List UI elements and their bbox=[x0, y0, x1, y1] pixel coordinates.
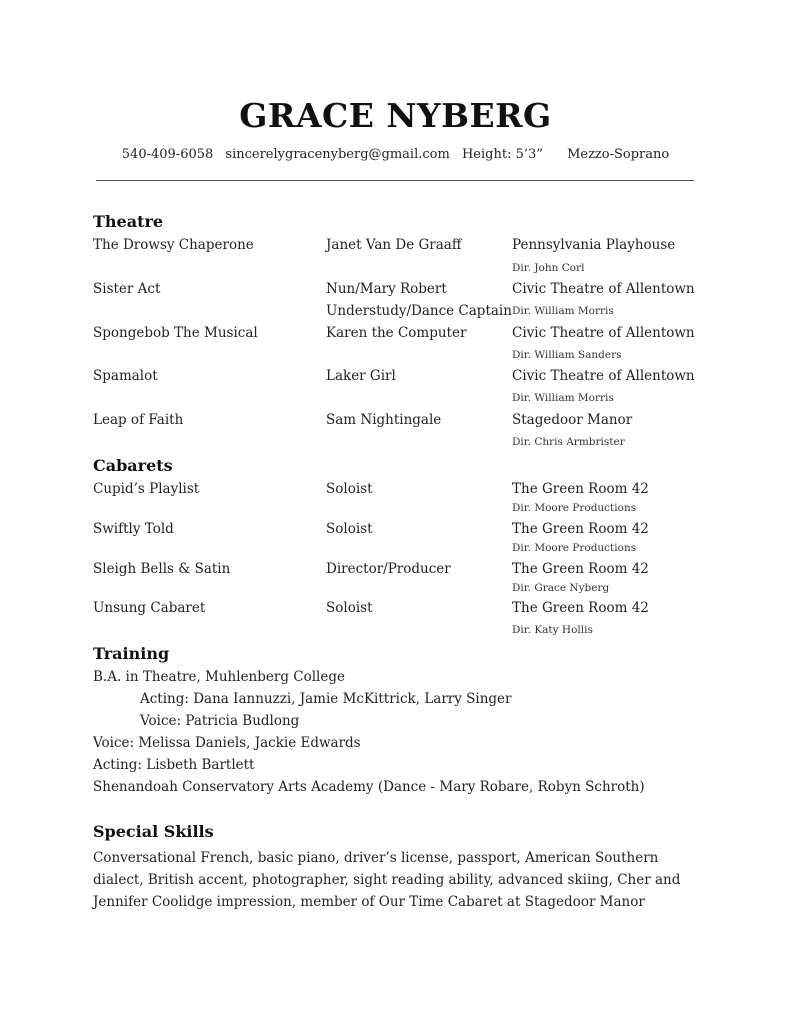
venue: The Green Room 42 bbox=[512, 561, 649, 577]
show-title: Swiftly Told bbox=[93, 521, 174, 537]
director: Dir. William Morris bbox=[512, 392, 614, 404]
role: Soloist bbox=[326, 481, 373, 497]
show-title: Sister Act bbox=[93, 281, 161, 297]
role: Soloist bbox=[326, 521, 373, 537]
voice-type: Mezzo-Soprano bbox=[567, 147, 670, 162]
venue: The Green Room 42 bbox=[512, 600, 649, 616]
phone-number: 540-409-6058 bbox=[121, 147, 214, 162]
director: Dir. William Morris bbox=[512, 305, 614, 317]
contact-line bbox=[0, 147, 791, 162]
venue: Civic Theatre of Allentown bbox=[512, 325, 695, 341]
role: Sam Nightingale bbox=[326, 412, 442, 428]
role: Janet Van De Graaff bbox=[326, 237, 462, 253]
email-address: sincerelygracenyberg@gmail.com bbox=[225, 147, 450, 162]
training-line: B.A. in Theatre, Muhlenberg College bbox=[93, 669, 345, 685]
role: Laker Girl bbox=[326, 368, 396, 384]
training-line: Acting: Dana Iannuzzi, Jamie McKittrick, Larry Singer bbox=[140, 691, 512, 707]
cabarets-heading: Cabarets bbox=[93, 456, 173, 475]
director: Dir. John Corl bbox=[512, 262, 585, 274]
show-title: Sleigh Bells & Satin bbox=[93, 561, 231, 577]
training-line: Shenandoah Conservatory Arts Academy (Dance - Mary Robare, Robyn Schroth) bbox=[93, 779, 645, 795]
role: Nun/Mary Robert bbox=[326, 281, 447, 297]
show-title: Unsung Cabaret bbox=[93, 600, 206, 616]
performer-name: GRACE NYBERG bbox=[239, 96, 552, 135]
show-title: Leap of Faith bbox=[93, 412, 184, 428]
show-title: The Drowsy Chaperone bbox=[93, 237, 254, 253]
training-heading: Training bbox=[93, 644, 170, 663]
role-secondary: Understudy/Dance Captain bbox=[326, 303, 512, 319]
skills-heading: Special Skills bbox=[93, 822, 214, 841]
theatre-heading: Theatre bbox=[93, 212, 164, 231]
role: Karen the Computer bbox=[326, 325, 467, 341]
show-title: Cupid’s Playlist bbox=[93, 481, 200, 497]
director: Dir. Moore Productions bbox=[512, 542, 637, 554]
skills-text: Conversational French, basic piano, driver’s license, passport, American Southern dialect, British accent, photographer, sight reading ability, advanced skiing, Cher and Jennifer Coolidge impression, member of Our Time Cabaret at Stagedoor Manor bbox=[93, 850, 681, 910]
role: Soloist bbox=[326, 600, 373, 616]
director: Dir. Katy Hollis bbox=[512, 624, 593, 636]
training-line: Voice: Melissa Daniels, Jackie Edwards bbox=[93, 735, 361, 751]
training-line: Acting: Lisbeth Bartlett bbox=[93, 757, 255, 773]
show-title: Spongebob The Musical bbox=[93, 325, 258, 341]
venue: Civic Theatre of Allentown bbox=[512, 281, 695, 297]
venue: The Green Room 42 bbox=[512, 521, 649, 537]
role: Director/Producer bbox=[326, 561, 451, 577]
director: Dir. Grace Nyberg bbox=[512, 582, 610, 594]
venue: Stagedoor Manor bbox=[512, 412, 633, 428]
training-line: Voice: Patricia Budlong bbox=[140, 713, 300, 729]
height: Height: 5’3” bbox=[461, 147, 543, 162]
director: Dir. William Sanders bbox=[512, 349, 622, 361]
venue: Civic Theatre of Allentown bbox=[512, 368, 695, 384]
show-title: Spamalot bbox=[93, 368, 158, 384]
header-divider bbox=[96, 180, 694, 181]
venue: The Green Room 42 bbox=[512, 481, 649, 497]
venue: Pennsylvania Playhouse bbox=[512, 237, 676, 253]
director: Dir. Moore Productions bbox=[512, 502, 637, 514]
director: Dir. Chris Armbrister bbox=[512, 436, 625, 448]
